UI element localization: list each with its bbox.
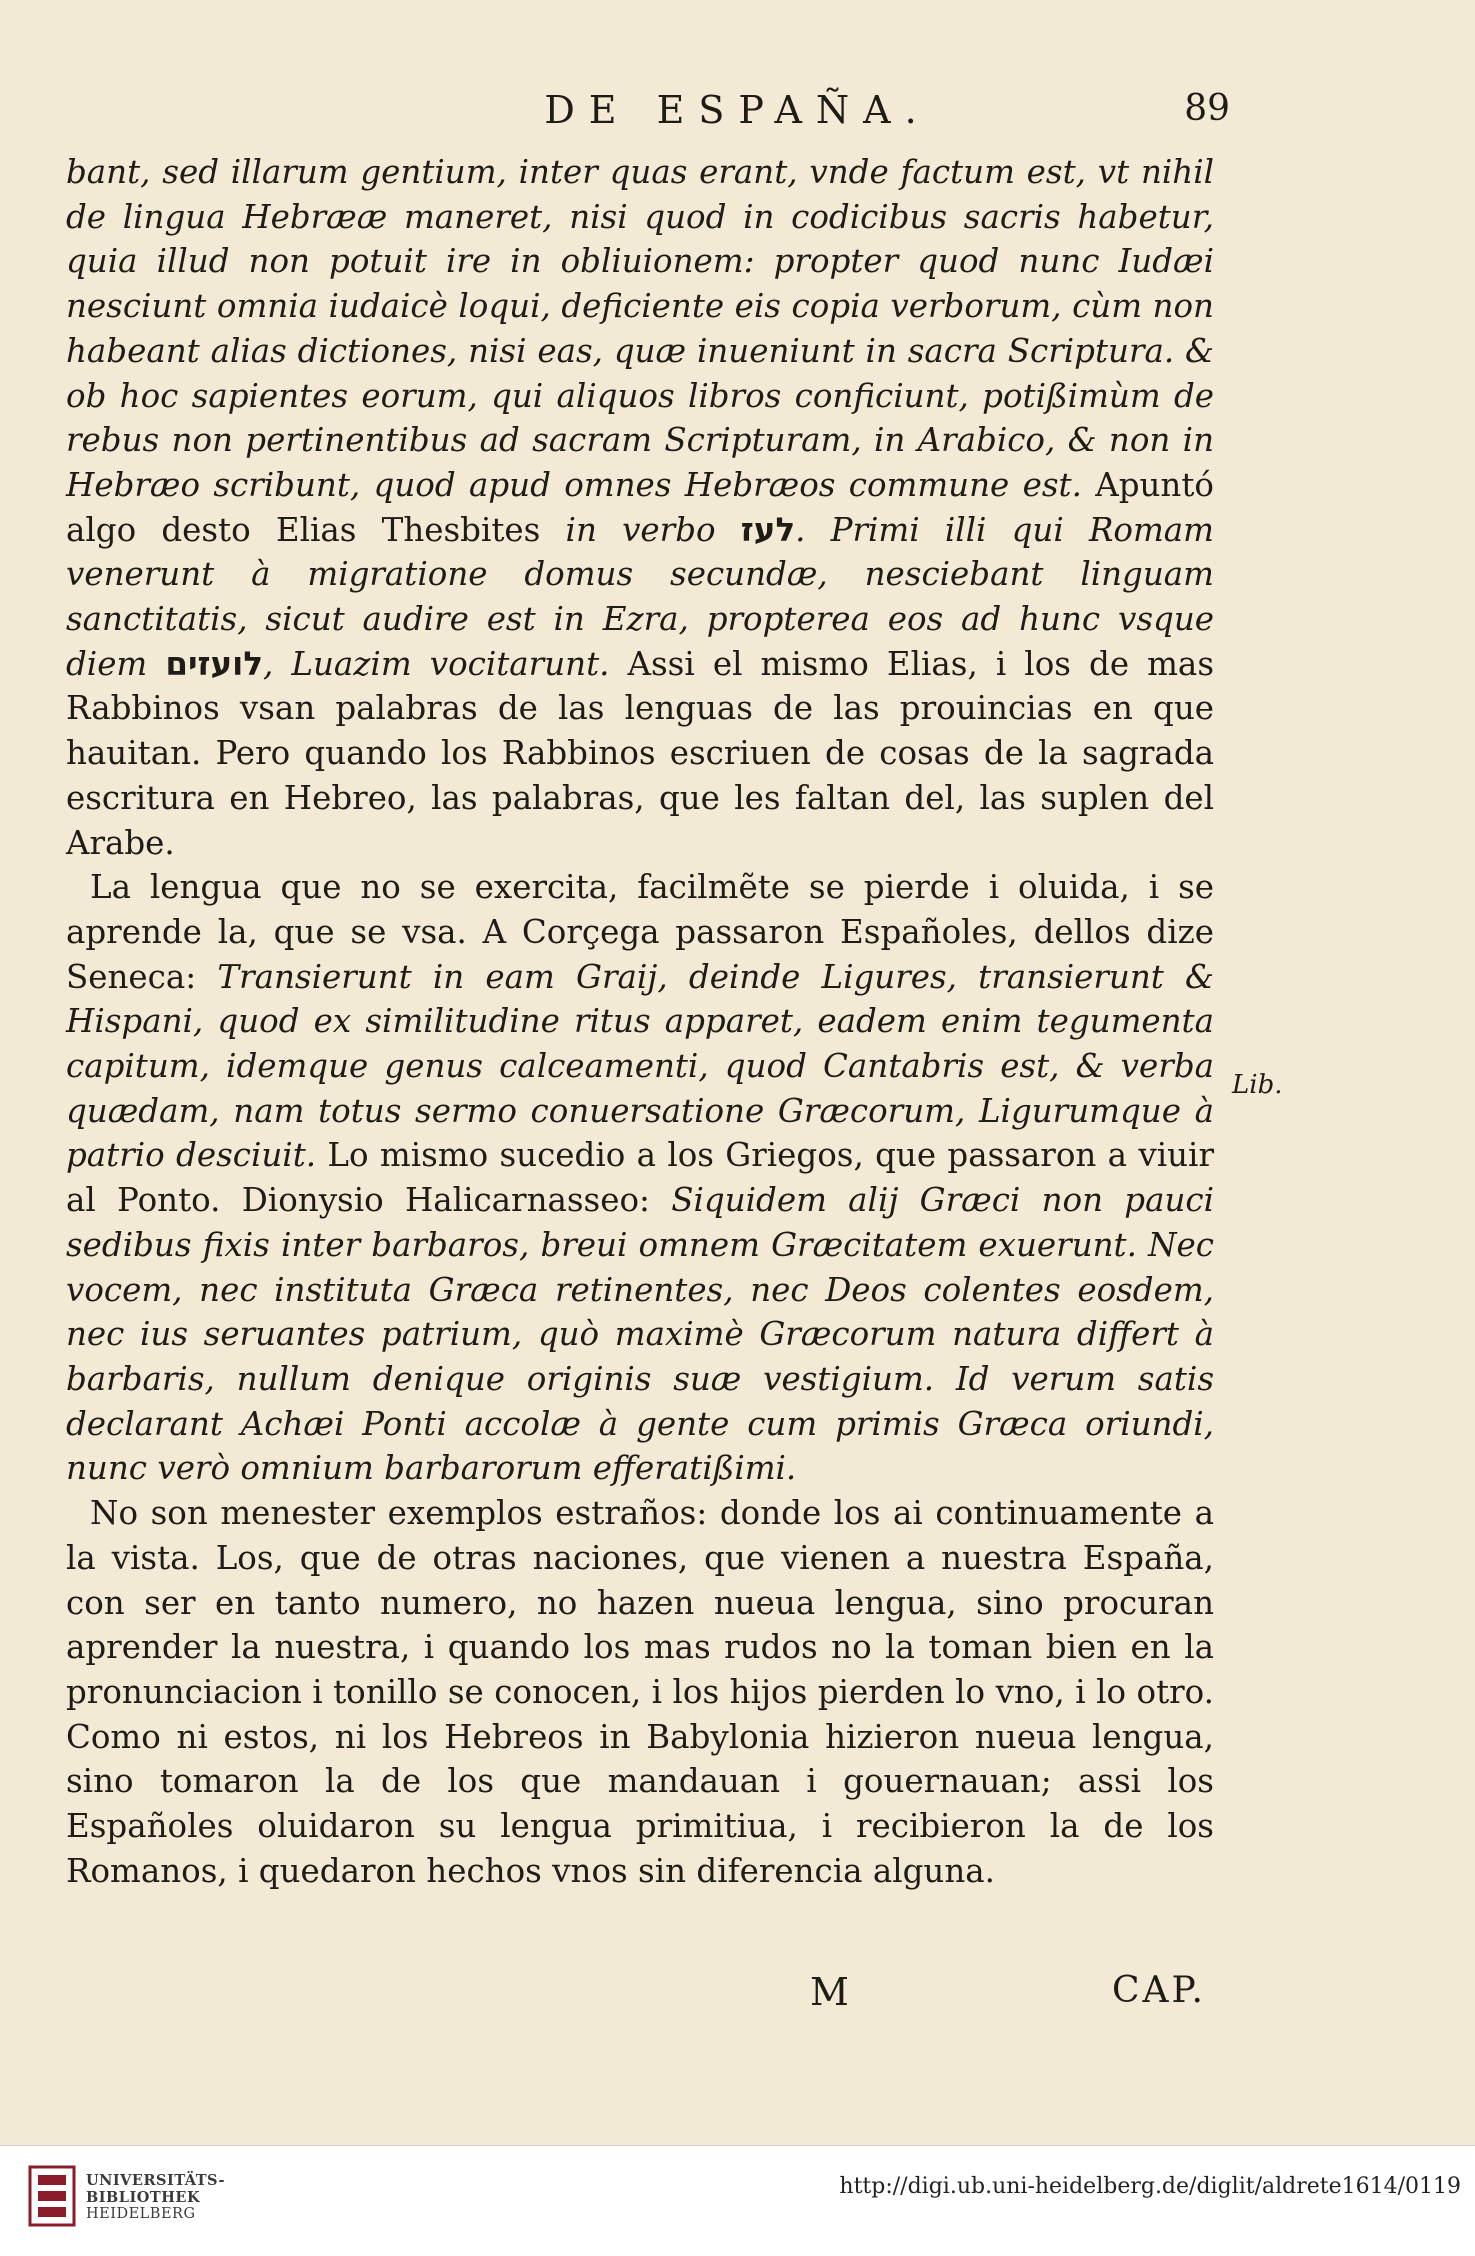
logo-line-2: BIBLIOTHEK (86, 2189, 201, 2206)
spanish-text-1: Apuntó algo desto Elias Thesbites (66, 465, 1214, 549)
logo-line-3: HEIDELBERG (86, 2206, 196, 2222)
signature-mark: M (810, 1970, 849, 2014)
spanish-text-4: Lo mismo sucedio a los Griegos, que passaron a viuir al Ponto. Dionysio Halicarnasseo: (66, 1136, 1214, 1220)
university-logo-text (86, 2172, 225, 2223)
latin-quote-2: . Primi illi qui Romam venerunt à migratione domus secundæ, nesciebant linguam sanctitatis, sicut audire est in Ezra, propterea eos ad hunc vsque diem (66, 510, 1214, 683)
hebrew-word-1: לעז (740, 510, 796, 549)
paragraph-3: No son menester exemplos estraños: donde los ai continuamente a la vista. Los, que de otras naciones, que vienen a nuestra España, con ser en tanto numero, no hazen nueua lengua, sino procuran aprender la nuestra, i quando los mas rudos no la toman bien en la pronunciacion i tonillo se conocen, i los hijos pierden lo vno, i lo otro. Como ni estos, ni los Hebreos in Babylonia hizieron nueua lengua, sino tomaron la de los que mandauan i gouernauan; assi los Españoles oluidaron su lengua primitiua, i recibieron la de los Romanos, i quedaron hechos vnos sin diferencia alguna. (66, 1494, 1214, 1890)
paragraph-1 (66, 150, 1214, 865)
catchword: CAP. (1112, 1970, 1206, 2011)
logo-line-1: UNIVERSITÄTS- (86, 2172, 226, 2189)
spanish-text-2: Assi el mismo Elias, i los de mas Rabbinos vsan palabras de las lenguas de las prouincias en que hauitan. Pero quando los Rabbinos escriuen de cosas de la sagrada escritura en Hebreo, las palabras, que les faltan del, las suplen del Arabe. (66, 644, 1214, 862)
margin-note: Lib. (1232, 1070, 1283, 1100)
spanish-text-3: La lengua que no se exercita, facilmẽte se pierde i oluida, i se aprende la, que se vsa. A Corçega passaron Españoles, dellos dize Seneca: (66, 868, 1214, 996)
university-logo-icon (28, 2165, 76, 2227)
page-number: 89 (1184, 88, 1230, 129)
hebrew-word-2: לועזים (165, 644, 264, 683)
paragraph-2 (66, 865, 1214, 1491)
source-url[interactable]: http://digi.ub.uni-heidelberg.de/diglit/aldrete1614/0119 (839, 2174, 1461, 2199)
latin-quote-1: bant, sed illarum gentium, inter quas erant, vnde factum est, vt nihil de lingua Hebrææ maneret, nisi quod in codicibus sacris habetur, quia illud non potuit ire in obliuionem: propter quod nunc Iudæi nesciunt omnia iudaicè loqui, deficiente eis copia verborum, cùm non habeant alias dictiones, nisi eas, quæ inueniunt in sacra Scriptura. & ob hoc sapientes eorum, qui aliquos libros conficiunt, potißimùm de rebus non pertinentibus ad sacram Scripturam, in Arabico, & non in Hebræo scribunt, quod apud omnes Hebræos commune est. (66, 153, 1214, 504)
latin-phrase: in verbo (565, 510, 741, 549)
body-text (66, 150, 1214, 1893)
dionysius-quote: Siquidem alij Græci non pauci sedibus fixis inter barbaros, breui omnem Græcitatem exuerunt. Nec vocem, nec instituta Græca retinentes, nec Deos colentes eosdem, nec ius seruantes patrium, quò maximè Græcorum natura differt à barbaris, nullum denique originis suæ vestigium. Id verum satis declarant Achæi Ponti accolæ à gente cum primis Græca oriundi, nunc verò omnium barbarorum efferatißimi. (66, 1181, 1214, 1488)
running-head: DE ESPAÑA. (544, 88, 931, 132)
latin-quote-3: , Luazim vocitarunt. (263, 644, 610, 683)
seneca-quote: Transierunt in eam Graij, deinde Ligures, transierunt & Hispani, quod ex similitudine ritus apparet, eadem enim tegumenta capitum, idemque genus calceamenti, quod Cantabris est, & verba quædam, nam totus sermo conuersatione Græcorum, Ligurumque à patrio desciuit. (66, 957, 1214, 1175)
